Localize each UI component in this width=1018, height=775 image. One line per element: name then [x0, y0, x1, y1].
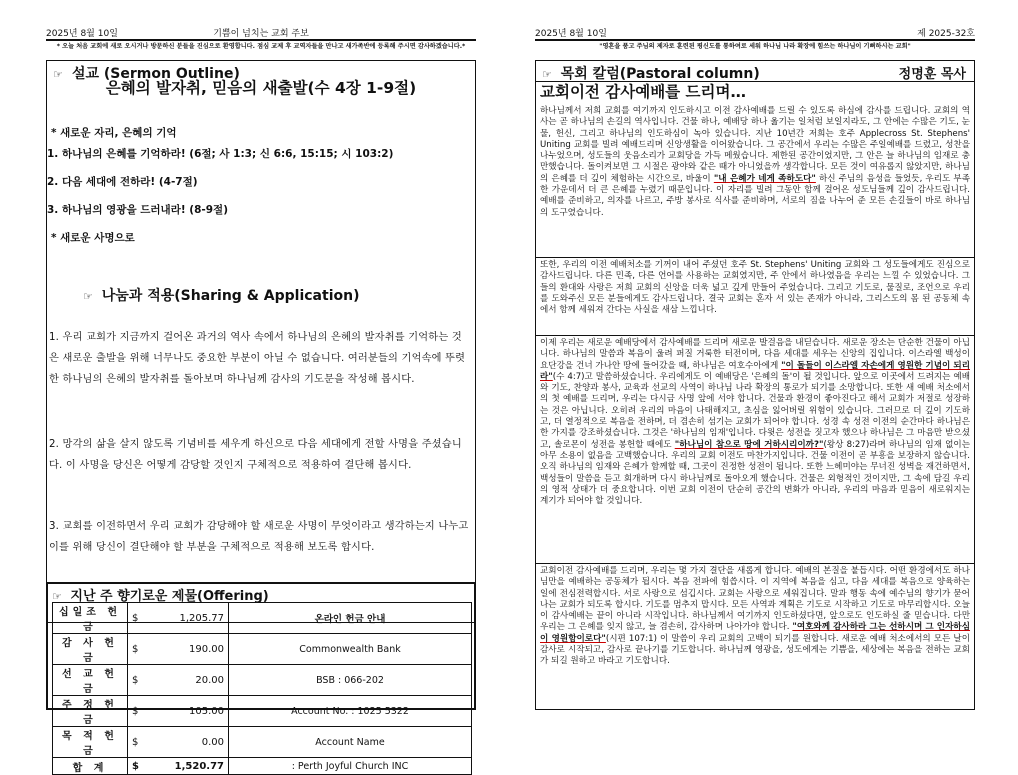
sermon-point: 1. 하나님의 은혜를 기억하라! (6절; 사 1:3; 신 6:6, 15:15; 시 103:2)	[47, 148, 394, 160]
offering-table	[52, 602, 472, 775]
paragraph-divider	[536, 563, 974, 564]
column-heading: 교회이전 감사예배를 드리며…	[540, 83, 746, 101]
column-paragraph	[540, 106, 970, 219]
pastoral-column-box	[535, 60, 975, 710]
text: 또한, 우리의 이전 예배처소를 기꺼이 내어 주셨던 호주 St. Stephens' Uniting 교회와 그 성도들에게도 진심으로 감사드립니다. 다른 민족, 다른 언어를 사용하는 교회였지만, 주 안에서 하나였음을 우리는 느낄 수 있었습니다. 그들의 환대와 사랑은 저희 교회의 신앙을 더욱 넓고 깊게 만들어 주었습니다. 그리고 기도로, 물질로, 조언으로 우리를 도와주신 모든 분들에게도 감사드립니다. 결국 교회는 혼자 서 있는 존재가 아니라, 그리스도의 몸 된 공동체 속에서 함께 세워져 간다는 사실을 새삼 느낍니다.	[540, 260, 970, 316]
sharing-label-row	[83, 285, 359, 305]
column-author: 정명훈 목사	[898, 67, 966, 82]
text: 하신 주님의 음성을 들었듯, 우리도 부족한 가운데서 더 큰 은혜를 누렸기 때문입니다. 이 자리를 빌려 그동안 함께 걸어온 성도님들께 깊이 감사드립니다. 예배를 준비하고, 의자를 나르고, 주방 봉사로 식사를 준비하며, 서로의 짐을 나누어 준 모든 손길들이 바로 하나님의 도구였습니다.	[540, 173, 970, 218]
column-paragraph	[540, 566, 970, 668]
offering-kind: 목 적 헌 금	[53, 727, 128, 758]
offering-total-label: 합 계	[53, 758, 128, 775]
highlighted-quote: "여호와께 감사하라 그는 선하시며 그 인자하심이 영원함이로다"	[540, 622, 971, 644]
text: 이제 우리는 새로운 예배당에서 감사예배를 드리며 새로운 발걸음을 내딛습니다. 새로운 장소는 단순한 건물이 아닙니다. 하나님의 말씀과 복음이 울려 퍼질 거룩한 터전이며, 다음 세대를 세우는 신앙의 집입니다. 이스라엘 백성이 요단강을 건너 가나안 땅에 들어갔을 때, 하나님은 여호수아에게	[540, 338, 970, 371]
bulletin-title: 기쁨이 넘치는 교회 주보	[213, 29, 309, 39]
sermon-point: * 새로운 사명으로	[51, 232, 135, 244]
highlighted-quote: "내 은혜가 네게 족하도다"	[713, 173, 816, 184]
currency: $	[128, 603, 151, 634]
offering-amount: 0.00	[150, 727, 229, 758]
currency: $	[128, 634, 151, 665]
text: (시편 107:1) 이 말씀이 우리 교회의 고백이 되기를 원합니다. 새로운 예배 처소에서의 모든 날이 감사로 시작되고, 감사로 끝나기를 기도합니다. 하나님께 영광을, 성도에게는 기쁨을, 세상에는 복음을 전하는 교회가 되길 원하고 바라고 기도합니다.	[540, 633, 970, 667]
currency: $	[128, 727, 151, 758]
right-motto: "영혼을 품고 주님의 제자로 훈련된 평신도를 통하여로 세워 하나님 나라 확장에 힘쓰는 하나님이 기뻐하시는 교회"	[599, 43, 911, 50]
offering-kind: 감 사 헌 금	[53, 634, 128, 665]
offering-row	[53, 665, 472, 696]
offering-amount: 20.00	[150, 665, 229, 696]
column-paragraph	[540, 260, 970, 316]
offering-amount: 1,205.77	[150, 603, 229, 634]
sermon-title: 은혜의 발자취, 믿음의 새출발(수 4장 1-9절)	[105, 79, 417, 97]
offering-box	[46, 582, 476, 774]
text: 교회이전 감사예배를 드리며, 우리는 몇 가지 결단을 새롭게 합니다. 예배의 본질을 붙듭시다. 어떤 환경에서도 하나님만을 예배하는 공동체가 됩시다. 복음 전파에 힘씁시다. 이 지역에 복음을 심고, 다음 세대를 복음으로 양육하는 일에 전심전력합시다. 서로 사랑으로 섬깁시다. 교회는 사랑으로 세워집니다. 말과 행동 속에 예수님의 향기가 묻어나는 교회가 되도록 합시다. 기도를 멈추지 맙시다. 모든 사역과 계획은 기도로 시작하고 기도로 마무리합시다. 오늘 이 감사예배는 끝이 아니라 시작입니다. 하나님께서 여기까지 인도하셨다면, 앞으로도 인도하실 줄 믿습니다. 다만 우리는 그 은혜를 잊지 않고, 늘 겸손히, 감사하며 나아가야 합니다.	[540, 566, 970, 633]
pointing-hand-icon: ☞	[52, 590, 62, 603]
account-name-label: Account Name	[229, 727, 472, 758]
pointing-hand-icon: ☞	[83, 290, 93, 303]
bsb: BSB : 066-202	[229, 665, 472, 696]
pointing-hand-icon: ☞	[542, 68, 552, 81]
offering-amount: 105.00	[150, 696, 229, 727]
offering-kind: 주 정 헌 금	[53, 696, 128, 727]
currency: $	[128, 696, 151, 727]
text: (수 4:7)고 말씀하셨습니다. 우리에게도 이 예배당은 '은혜의 돌'이 될 것입니다. 앞으로 이곳에서 드려지는 예배와 기도, 찬양과 봉사, 교육과 선교의 사역이 하나님 나라 확장의 통로가 되기를 소망합니다. 또한 새 예배 처소에서의 첫 예배를 드리며, 우리는 다시금 사명 앞에 서야 합니다. 건물과 환경이 좋아진다고 해서 교회가 저절로 성장하는 것은 아닙니다. 오히려 우리의 마음이 나태해지고, 초심을 잃어버릴 위험이 있습니다. 그러므로 더 깊이 기도하고, 더 열정적으로 복음을 전하며, 더 겸손히 섬기는 교회가 되어야 합니다. 성경 속 성전 이전의 순간마다 하나님은 한 가지를 강조하셨습니다. 그것은 '하나님의 임재'입니다. 다윗은 성전을 짓고자 했으나 하나님은 그 마음만 받으셨고, 솔로몬이 성전을 봉헌할 때에도	[540, 371, 970, 450]
offering-total: 1,520.77	[150, 758, 229, 775]
sermon-point: 2. 다음 세대에 전하라! (4-7절)	[47, 176, 198, 188]
offering-row	[53, 603, 472, 634]
text: (왕상 8:27)라며 하나님의 임재 없이는 아무 소용이 없음을 고백했습니다. 우리의 교회 이전도 마찬가지입니다. 건물 이전이 곧 부흥을 보장하지 않습니다. 오직 하나님의 임재와 은혜가 함께할 때, 그곳이 진정한 성전이 됩니다. 또한 느헤미야는 무너진 성벽을 재건하면서, 백성들이 말씀을 듣고 회개하며 다시 하나님께로 돌아오게 했습니다. 건물은 외형적인 것이지만, 그 속에 담길 우리의 영적 상태가 더 중요합니다. 이번 교회 이전이 단순히 공간의 변화가 아니라, 우리의 마음과 믿음이 새로워지는 계기가 되어야 할 것입니다.	[540, 439, 970, 507]
sharing-item: 3. 교회를 이전하면서 우리 교회가 감당해야 할 새로운 사명이 무엇이라고 생각하는지 나누고 이를 위해 당신이 결단해야 할 부분을 구체적으로 적용해 보도록 합시다.	[49, 521, 469, 553]
bank-name: Commonwealth Bank	[229, 634, 472, 665]
offering-label: 지난 주 향기로운 제물(Offering)	[70, 589, 269, 604]
currency: $	[128, 758, 151, 775]
offering-amount: 190.00	[150, 634, 229, 665]
sharing-item: 1. 우리 교회가 지금까지 걸어온 과거의 역사 속에서 하나님의 은혜의 발자취를 기억하는 것은 새로운 출발을 위해 너무나도 중요한 부분이 아닐 수 없습니다. 여러분들의 기억속에 뚜렷한 하나님의 은혜의 발자취를 돌아보며 하나님께 감사의 기도문을 작성해 봅시다.	[49, 332, 466, 385]
column-paragraph	[540, 338, 970, 507]
text: 하나님께서 저희 교회를 여기까지 인도하시고 이전 감사예배를 드릴 수 있도록 하심에 감사를 드립니다. 교회의 역사는 곧 하나님의 손길의 역사입니다. 건물 하나, 예배당 하나 옮기는 일처럼 보일지라도, 그 안에는 수많은 기도, 눈물, 헌신, 그리고 하나님의 인도하심이 녹아 있습니다. 지난 10년간 저희는 호주 Applecross St. Stephens' Uniting 교회를 빌려 예배드리며 신앙생활을 이어왔습니다. 그 공간에서 우리는 수많은 주일예배를 드렸고, 성찬을 나누었으며, 성도들의 웃음소리가 교회당을 가득 메웠습니다. 제한된 공간이었지만, 그 안은 늘 하나님의 임재로 충만했습니다. 돌이켜보면 그 시절은 광야와 같은 때가 아니었을까 생각합니다. 모든 것이 여유롭지 않았지만, 하나님의 은혜를 더 깊이 체험하는 시간으로, 바울이	[540, 106, 970, 184]
sermon-point: 3. 하나님의 영광을 드러내라! (8-9절)	[47, 204, 228, 216]
left-header	[46, 26, 476, 40]
offering-kind: 선 교 헌 금	[53, 665, 128, 696]
account-number: Account No. : 1025 5322	[229, 696, 472, 727]
sharing-label: 나눔과 적용(Sharing & Application)	[101, 288, 360, 304]
account-name: : Perth Joyful Church INC	[229, 758, 472, 775]
sermon-point: * 새로운 자리, 은혜의 기억	[51, 127, 177, 139]
offering-total-row	[53, 758, 472, 775]
left-date: 2025년 8월 10일	[46, 29, 118, 39]
currency: $	[128, 665, 151, 696]
right-date: 2025년 8월 10일	[535, 29, 607, 39]
offering-row	[53, 696, 472, 727]
sermon-box	[46, 60, 476, 623]
paragraph-divider	[536, 335, 974, 336]
pointing-hand-icon: ☞	[53, 68, 63, 81]
sharing-item: 2. 망각의 삶을 살지 않도록 기념비를 세우게 하신으로 다음 세대에게 전할 사명을 주셨습니다. 이 사명을 당신은 어떻게 감당할 것인지 구체적으로 적용하여 결단해 봅시다.	[49, 439, 462, 471]
offering-kind: 십일조 헌금	[53, 603, 128, 634]
highlighted-quote: "이 돌들이 이스라엘 자손에게 영원한 기념이 되리라"	[540, 360, 970, 382]
left-motto: * 오늘 처음 교회에 새로 오시거나 방문하신 분들을 진심으로 환영합니다. 점심 교제 후 교역자들을 만나고 새가족반에 등록해 주시면 감사하겠습니다.*	[56, 43, 466, 50]
highlighted-quote: "하나님이 참으로 땅에 거하시리이까?"	[674, 439, 824, 450]
paragraph-divider	[536, 257, 974, 258]
column-label: 목회 칼럼(Pastoral column)	[560, 66, 760, 82]
offering-row	[53, 727, 472, 758]
sermon-label: 설교 (Sermon Outline)	[71, 66, 240, 82]
online-giving-title: 온라인 헌금 안내	[229, 603, 472, 634]
offering-row	[53, 634, 472, 665]
issue-number: 제 2025-32호	[917, 29, 975, 39]
right-header	[535, 26, 975, 40]
